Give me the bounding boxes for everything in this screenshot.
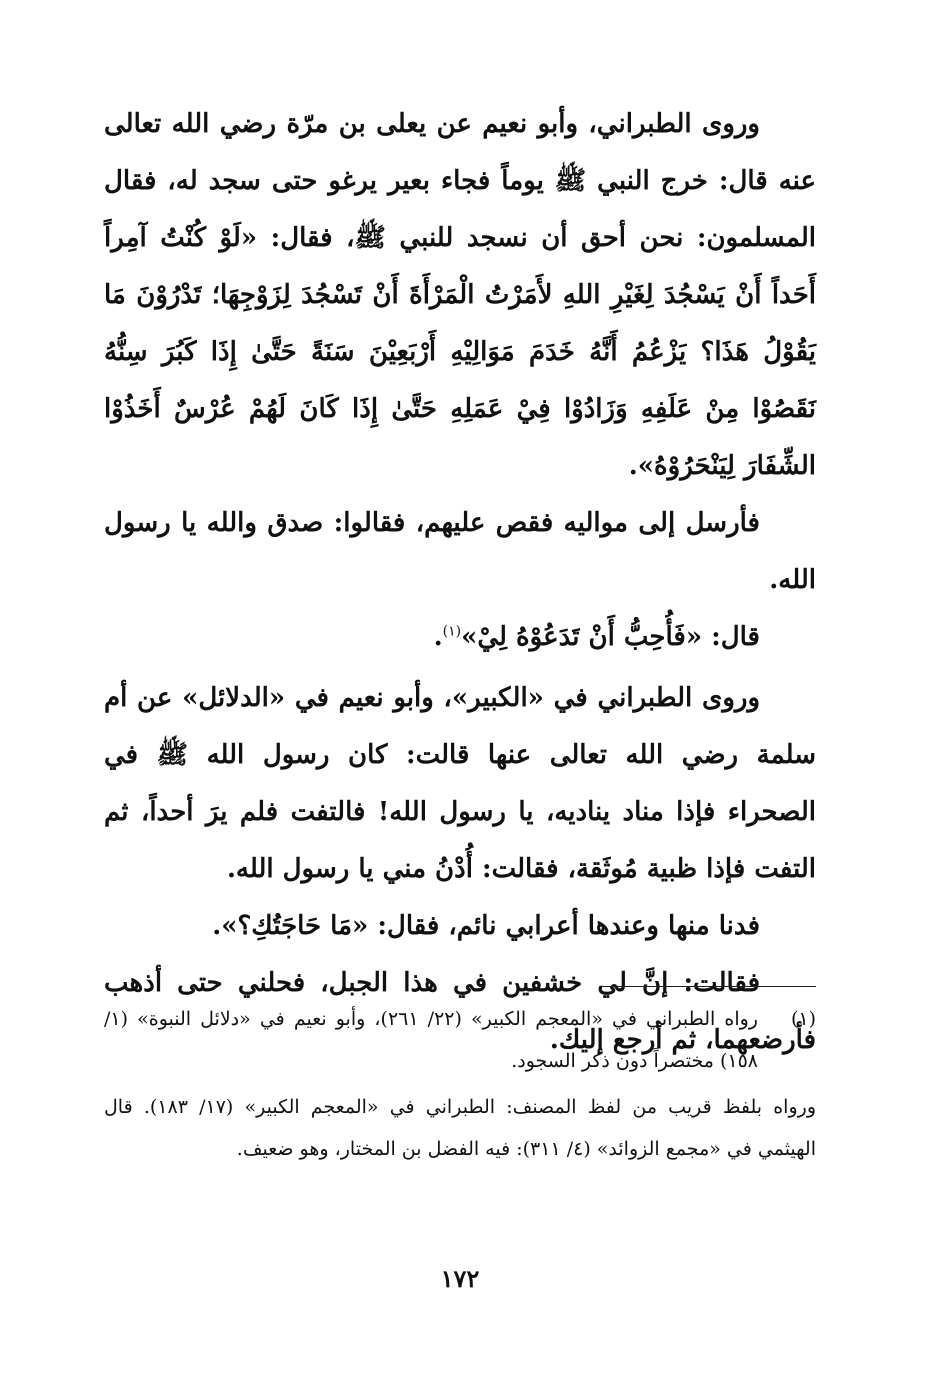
main-text [104, 96, 816, 1069]
paragraph-camel-hadith: وروى الطبراني، وأبو نعيم عن يعلى بن مرّة رضي الله تعالى عنه قال: خرج النبي ﷺ يوماً فجاء بعير يرغو حتى سجد له، فقال المسلمون: نحن أحق أن نسجد للنبي ﷺ، فقال: «لَوْ كُنْتُ آمِراً أَحَداً أَنْ يَسْجُدَ لِغَيْرِ اللهِ لأَمَرْتُ الْمَرْأَةَ أَنْ تَسْجُدَ لِزَوْجِهَا؛ تَدْرُوْنَ مَا يَقُوْلُ هَذَا؟ يَزْعُمُ أَنَّهُ خَدَمَ مَوَالِيْهِ أَرْبَعِيْنَ سَنَةً حَتَّىٰ إِذَا كَبُرَ سِنُّهُ نَقَصُوْا مِنْ عَلَفِهِ وَزَادُوْا فِيْ عَمَلِهِ حَتَّىٰ إِذَا كَانَ لَهُمْ عُرْسٌ أَخَذُوْا الشِّفَارَ لِيَنْحَرُوْهُ». [104, 109, 816, 481]
page-number: ١٧٢ [440, 1264, 480, 1293]
footnote-number: (١) [790, 1008, 816, 1030]
paragraph-gazelle-hadith: وروى الطبراني في «الكبير»، وأبو نعيم في «الدلائل» عن أم سلمة رضي الله تعالى عنها قالت: كان رسول الله ﷺ في الصحراء فإذا مناد يناديه، يا رسول الله! فالتفت فلم يرَ أحداً، ثم التفت فإذا ظبية مُوثَقة، فقالت: أُدْنُ مني يا رسول الله. [104, 683, 816, 884]
footnote-text: رواه الطبراني في «المعجم الكبير» (٢٢/ ٢٦١)، وأبو نعيم في «دلائل النبوة» (١/ ١٥٨) مختصراً دون ذكر السجود. [104, 1008, 758, 1072]
paragraph-prophet-request [104, 609, 816, 666]
footnote-item [104, 998, 816, 1082]
footnote-divider [601, 986, 816, 987]
request-quote: قال: «فَأُحِبُّ أَنْ تَدَعُوْهُ لِيْ» [461, 622, 760, 652]
paragraph-approach: فدنا منها وعندها أعرابي نائم، فقال: «مَا حَاجَتُكِ؟». [212, 911, 760, 941]
footnotes [104, 998, 816, 1170]
paragraph-owners-reply: فأرسل إلى مواليه فقص عليهم، فقالوا: صدق والله يا رسول الله. [104, 508, 816, 595]
footnote-reference[interactable]: (١) [442, 623, 462, 640]
book-page [104, 96, 816, 1326]
request-end: . [433, 622, 443, 652]
paragraph-gazelle-request: فقالت: إنَّ لي خشفين في هذا الجبل، فحلني حتى أذهب فأرضعهما، ثم أرجع إليك. [104, 968, 816, 1055]
footnote-continuation: ورواه بلفظ قريب من لفظ المصنف: الطبراني في «المعجم الكبير» (١٧/ ١٨٣). قال الهيثمي في «مجمع الزوائد» (٤/ ٣١١): فيه الفضل بن المختار، وهو ضعيف. [104, 1096, 816, 1160]
